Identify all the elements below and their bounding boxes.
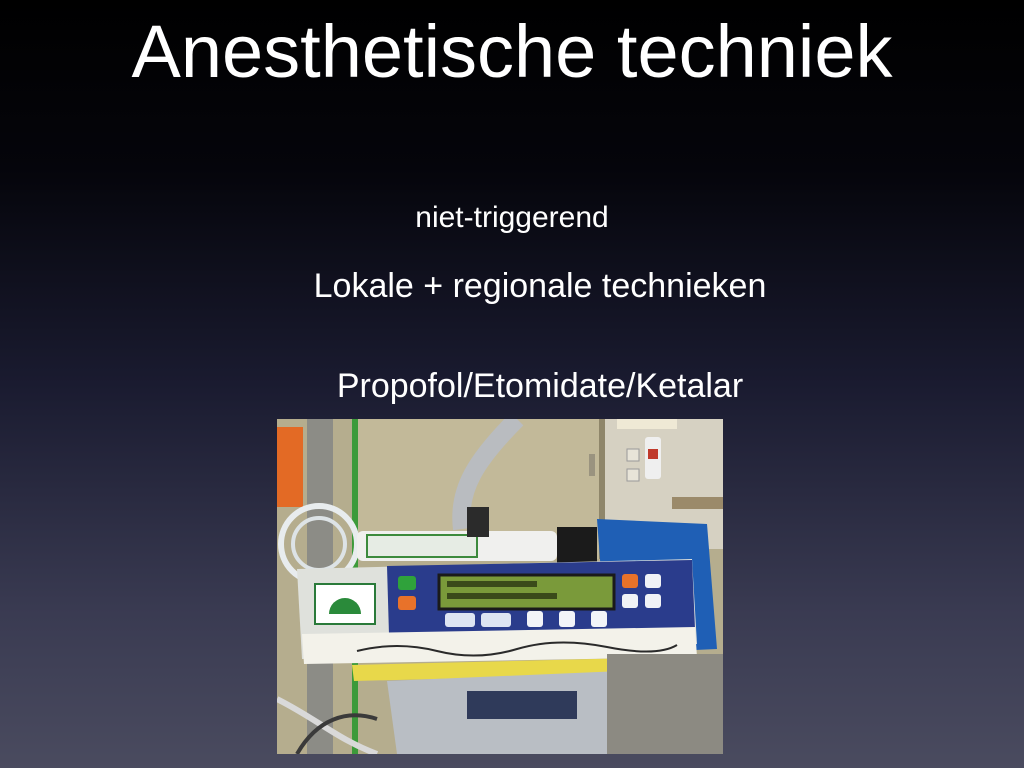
floor xyxy=(607,654,723,754)
option-button xyxy=(645,594,661,608)
slide-subtitle: niet-triggerend xyxy=(415,201,609,234)
pump-lcd-screen xyxy=(439,575,614,609)
soft-key xyxy=(527,611,543,627)
wall-sign xyxy=(617,419,677,429)
start-button xyxy=(398,576,416,590)
lower-pump-panel xyxy=(467,691,577,719)
stop-button xyxy=(398,596,416,610)
soft-key xyxy=(559,611,575,627)
slide-title: Anesthetische techniek xyxy=(131,10,893,93)
menu-button xyxy=(622,594,638,608)
plunger-holder xyxy=(467,507,489,537)
up-arrows-button xyxy=(445,613,475,627)
wall-socket xyxy=(627,469,639,481)
lcd-text-line xyxy=(447,593,557,599)
orange-box xyxy=(277,427,303,507)
bullet-item: Propofol/Etomidate/Ketalar xyxy=(336,367,744,405)
wall-socket xyxy=(627,449,639,461)
shelf xyxy=(672,497,723,509)
dispenser-label xyxy=(648,449,658,459)
lcd-text-line xyxy=(447,581,537,587)
syringe-clamp xyxy=(557,527,597,563)
help-button xyxy=(645,574,661,588)
door-handle xyxy=(589,454,595,476)
alarm-button xyxy=(622,574,638,588)
syringe-label xyxy=(367,535,477,557)
bullet-item: Lokale + regionale technieken xyxy=(313,267,767,305)
photo-illustration xyxy=(277,419,723,754)
soft-key xyxy=(591,611,607,627)
infusion-pump-photo xyxy=(277,419,723,754)
down-arrows-button xyxy=(481,613,511,627)
